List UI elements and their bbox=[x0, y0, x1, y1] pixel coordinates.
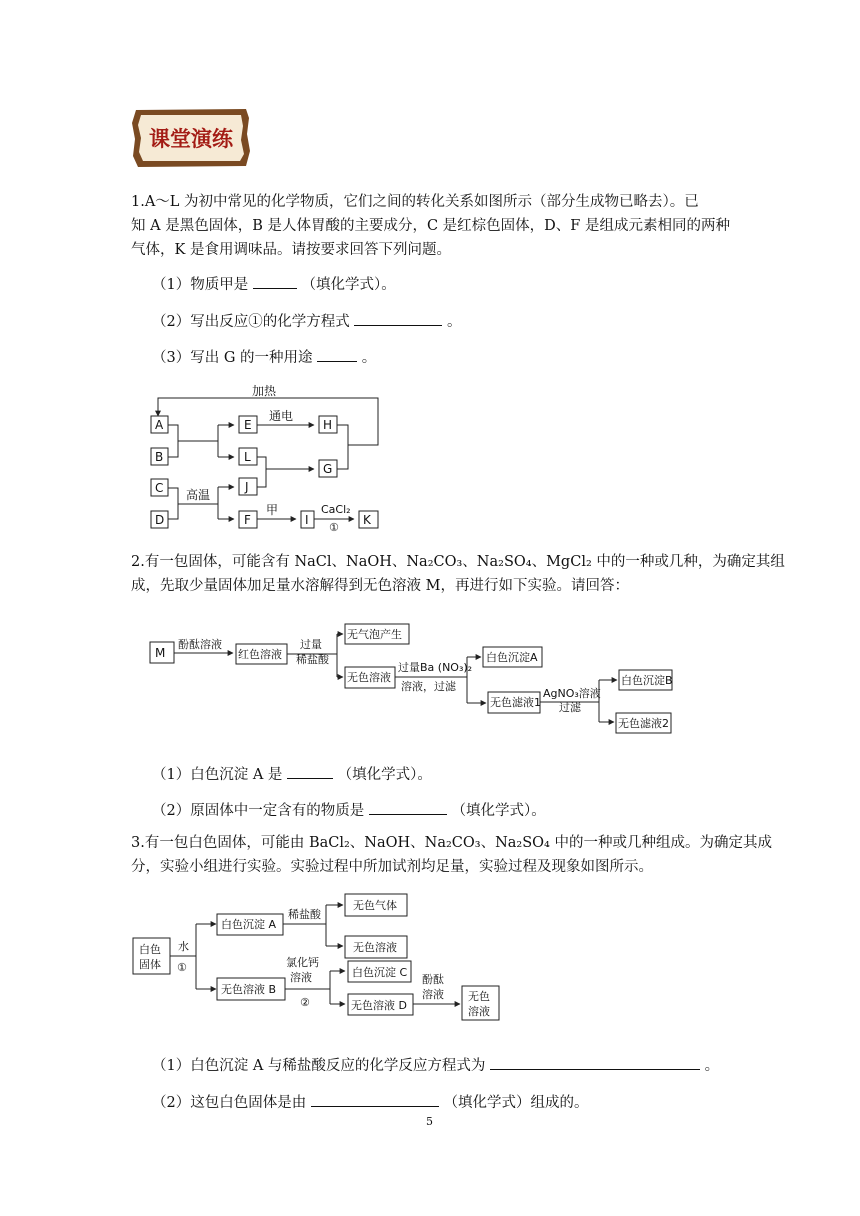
q2-sub2-answer-blank[interactable] bbox=[369, 799, 447, 815]
q1-node-f: F bbox=[244, 513, 251, 527]
q2-sub2 bbox=[152, 799, 546, 821]
q2-experiment-diagram bbox=[145, 615, 685, 740]
q2-white-ppt-b: 白色沉淀B bbox=[621, 674, 673, 687]
q3-white-ppt-c: 白色沉淀 C bbox=[352, 966, 408, 979]
q3-sub1-suffix: 。 bbox=[704, 1058, 720, 1074]
q3-water-label: 水 bbox=[178, 940, 189, 953]
q1-node-c: C bbox=[155, 481, 164, 495]
q3-colorless-gas: 无色气体 bbox=[353, 899, 397, 912]
q1-jia-label: 甲 bbox=[266, 503, 279, 517]
q2-red-solution: 红色溶液 bbox=[238, 648, 282, 661]
q2-node-m: M bbox=[155, 646, 166, 660]
q1-node-g: G bbox=[323, 462, 333, 476]
q2-sub1-suffix: （填化学式）。 bbox=[337, 767, 432, 783]
q1-heat-label: 加热 bbox=[252, 384, 277, 398]
q2-dilute-acid-label: 稀盐酸 bbox=[296, 653, 329, 666]
q2-agno3-label: AgNO₃溶液 bbox=[543, 687, 601, 700]
q2-white-ppt-a: 白色沉淀A bbox=[486, 651, 538, 664]
section-banner bbox=[130, 106, 252, 170]
q1-high-temp-label: 高温 bbox=[186, 488, 211, 502]
q1-node-b: B bbox=[155, 450, 164, 464]
q1-sub2-prefix: （2）写出反应①的化学方程式 bbox=[152, 314, 350, 330]
q3-sub1-prefix: （1）白色沉淀 A 与稀盐酸反应的化学反应方程式为 bbox=[152, 1058, 486, 1074]
q2-sub1 bbox=[152, 763, 432, 785]
q2-sub2-prefix: （2）原固体中一定含有的物质是 bbox=[152, 803, 365, 819]
q2-phenol-label: 酚酞溶液 bbox=[178, 638, 222, 651]
q1-node-e: E bbox=[244, 418, 252, 432]
q2-sub1-prefix: （1）白色沉淀 A 是 bbox=[152, 767, 283, 783]
q2-excess-label: 过量 bbox=[300, 638, 322, 651]
q3-stem-line2: 分，实验小组进行实验。实验过程中所加试剂均足量，实验过程及现象如图所示。 bbox=[131, 859, 653, 875]
q3-sub2-prefix: （2）这包白色固体是由 bbox=[152, 1095, 307, 1111]
q3-node-solution: 溶液 bbox=[468, 1005, 490, 1018]
q3-step2-label: ② bbox=[300, 996, 310, 1009]
q3-cacl2-label-2: 溶液 bbox=[290, 971, 312, 984]
q1-sub3 bbox=[152, 346, 376, 368]
q1-cacl2-label: CaCl₂ bbox=[321, 503, 351, 516]
q3-sub2-answer-blank[interactable] bbox=[311, 1091, 439, 1107]
q2-colorless-filtrate2: 无色滤液2 bbox=[618, 717, 669, 730]
q3-node-colorless: 无色 bbox=[468, 990, 490, 1003]
q3-colorless-solution-b: 无色溶液 B bbox=[221, 983, 277, 996]
q2-stem-line2: 成，先取少量固体加足量水溶解得到无色溶液 M，再进行如下实验。请回答： bbox=[131, 578, 629, 594]
q1-node-k: K bbox=[363, 513, 371, 527]
q3-node-solid: 固体 bbox=[139, 958, 161, 971]
q1-sub1-prefix: （1）物质甲是 bbox=[152, 277, 249, 293]
q1-node-j: J bbox=[245, 480, 249, 494]
q1-sub1-suffix: （填化学式）。 bbox=[301, 277, 396, 293]
q3-colorless-solution-d: 无色溶液 D bbox=[351, 999, 407, 1012]
q2-filter-label: 过滤 bbox=[559, 701, 581, 714]
q1-node-i: I bbox=[305, 513, 309, 527]
q3-sub2-suffix: （填化学式）组成的。 bbox=[443, 1095, 589, 1111]
q1-node-d: D bbox=[155, 513, 165, 527]
q1-transformation-diagram bbox=[140, 380, 400, 535]
q1-stem-line3: 气体，K 是食用调味品。请按要求回答下列问题。 bbox=[131, 242, 451, 258]
q2-colorless-solution: 无色溶液 bbox=[347, 671, 391, 684]
q1-sub2 bbox=[152, 310, 461, 332]
q2-solution-filter-label: 溶液，过滤 bbox=[401, 680, 456, 693]
q1-sub1 bbox=[152, 273, 396, 295]
page-number: 5 bbox=[426, 1115, 433, 1128]
q3-sub1 bbox=[152, 1054, 719, 1076]
q1-sub3-suffix: 。 bbox=[361, 350, 377, 366]
q3-dilute-hcl-label: 稀盐酸 bbox=[288, 908, 321, 921]
q3-phenol-label-2: 溶液 bbox=[422, 988, 444, 1001]
q2-sub1-answer-blank[interactable] bbox=[287, 763, 333, 779]
banner-title: 课堂演练 bbox=[149, 126, 233, 151]
q3-node-white: 白色 bbox=[139, 943, 161, 956]
q3-sub2 bbox=[152, 1091, 588, 1113]
q1-electrolysis-label: 通电 bbox=[269, 409, 294, 423]
q3-white-ppt-a: 白色沉淀 A bbox=[221, 918, 277, 931]
q3-sub1-answer-blank[interactable] bbox=[490, 1054, 700, 1070]
q2-no-bubble: 无气泡产生 bbox=[347, 628, 402, 641]
q1-reaction1-label: ① bbox=[329, 521, 339, 534]
q1-stem-line2: 知 A 是黑色固体，B 是人体胃酸的主要成分，C 是红棕色固体，D、F 是组成元素相同的两种 bbox=[131, 218, 730, 234]
q1-sub2-suffix: 。 bbox=[446, 314, 462, 330]
q1-node-h: H bbox=[323, 418, 333, 432]
q1-stem-line1: 1.A～L 为初中常见的化学物质，它们之间的转化关系如图所示（部分生成物已略去）。已 bbox=[131, 194, 699, 210]
q2-sub2-suffix: （填化学式）。 bbox=[451, 803, 546, 819]
q2-excess-ba-label: 过量Ba (NO₃)₂ bbox=[398, 661, 473, 674]
q2-stem-line1: 2.有一包固体，可能含有 NaCl、NaOH、Na₂CO₃、Na₂SO₄、MgCl₂ 中的一种或几种，为确定其组 bbox=[131, 554, 785, 570]
q1-sub3-prefix: （3）写出 G 的一种用途 bbox=[152, 350, 313, 366]
q2-colorless-filtrate1: 无色滤液1 bbox=[490, 696, 541, 709]
q1-node-l: L bbox=[244, 450, 251, 464]
q3-step1-label: ① bbox=[177, 961, 187, 974]
q1-node-a: A bbox=[155, 418, 164, 432]
q3-stem-line1: 3.有一包白色固体，可能由 BaCl₂、NaOH、Na₂CO₃、Na₂SO₄ 中的一种或几种组成。为确定其成 bbox=[131, 835, 772, 851]
q3-cacl2-label-1: 氯化钙 bbox=[286, 956, 319, 969]
q3-colorless-solution: 无色溶液 bbox=[353, 941, 397, 954]
q1-sub2-answer-blank[interactable] bbox=[354, 310, 442, 326]
q1-sub3-answer-blank[interactable] bbox=[317, 346, 357, 362]
q3-experiment-diagram bbox=[130, 888, 510, 1023]
q3-phenol-label-1: 酚酞 bbox=[422, 973, 444, 986]
q1-sub1-answer-blank[interactable] bbox=[253, 273, 297, 289]
